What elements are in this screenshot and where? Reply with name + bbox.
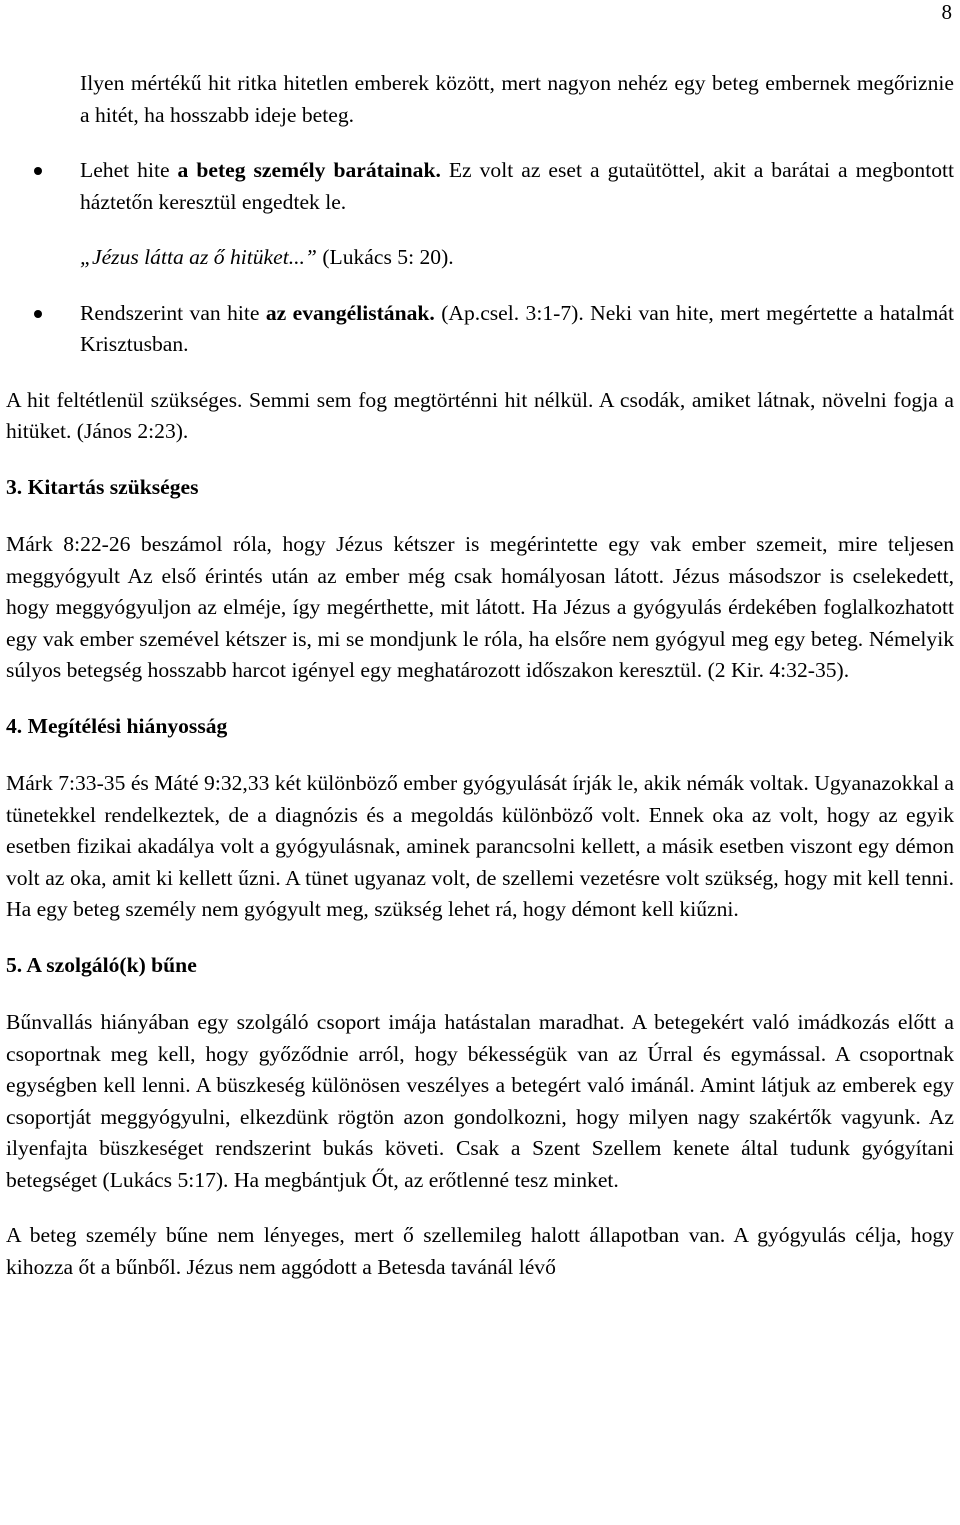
faith-paragraph: A hit feltétlenül szükséges. Semmi sem fog megtörténni hit nélkül. A csodák, amiket látnak, növelni fogja a hitüket. (János 2:23). <box>6 387 954 443</box>
bullet-icon <box>34 310 42 318</box>
closing-paragraph: A beteg személy bűne nem lényeges, mert ő szellemileg halott állapotban van. A gyógyulás célja, hogy kihozza őt a bűnből. Jézus nem aggódott a Betesda tavánál lévő <box>6 1223 954 1279</box>
quote-text: „Jézus látta az ő hitüket...” <box>80 245 317 269</box>
quote-reference: (Lukács 5: 20). <box>316 245 454 269</box>
bullet-item-friends <box>6 155 954 218</box>
document-body <box>6 68 954 1283</box>
page-number: 8 <box>941 0 952 24</box>
section-body-3: Márk 8:22-26 beszámol róla, hogy Jézus kétszer is megérintette egy vak ember szemeit, mire teljesen meggyógyult Az első érintés után az ember még csak homályosan látott. Jézus másodszor is cselekedett, hogy meggyógyuljon az elméje, így megérthette, mit látott. Ha Jézus a gyógyulás érdekében foglalkozhatott egy vak ember szemével kétszer is, mi se mondjunk le róla, ha elsőre nem gyógyul meg egy beteg. Némelyik súlyos betegség hosszabb harcot igényel egy meghatározott időszakon keresztül. (2 Kir. 4:32-35). <box>6 532 954 682</box>
section-body-4: Márk 7:33-35 és Máté 9:32,33 két különböző ember gyógyulását írják le, akik némák voltak. Ugyanazokkal a tünetekkel rendelkeztek, de a diagnózis és a megoldás különböző volt. Ennek oka az volt, hogy az egyik esetben fizikai akadálya volt a gyógyulásnak, aminek parancsolni kellett, a másik esetben viszont egy démon volt az oka, amit ki kellett űzni. A tünet ugyanaz volt, de szellemi vezetésre volt szükség, hogy mit kell tenni. Ha egy beteg személy nem gyógyult meg, szükség lehet rá, hogy démont kell kiűzni. <box>6 771 954 921</box>
section-body-5: Bűnvallás hiányában egy szolgáló csoport imája hatástalan maradhat. A betegekért való imádkozás előtt a csoportnak meg kell, hogy győződnie arról, hogy békességük van az Úrral és egymással. A csoportnak egységben kell lenni. A büszkeség különösen veszélyes a betegért való imánál. Amint látjuk az emberek egy csoportját meggyógyulni, elkezdünk rögtön azon gondolkozni, hogy milyen nagy szakértők vagyunk. Az ilyenfajta büszkeséget rendszerint bukás követi. Csak a Szent Szellem kenete által tudunk gyógyítani betegséget (Lukács 5:17). Ha megbántjuk Őt, az erőtlenné tesz minket. <box>6 1010 954 1192</box>
section-heading-5: 5. A szolgáló(k) bűne <box>6 952 197 977</box>
bullet-emphasis: az evangélistának. <box>265 300 435 325</box>
bullet-text: Lehet hite <box>80 158 178 182</box>
bullet-text: Ez volt az eset a gutaütöttel, akit a barátai a megbontott háztetőn keresztül engedtek le. <box>80 158 954 214</box>
scripture-quote <box>6 242 954 274</box>
bullet-text: (Ap.csel. 3:1-7). Neki van hite, mert megértette a hatalmát Krisztusban. <box>80 300 954 356</box>
bullet-item-evangelist <box>6 298 954 361</box>
section-heading-3: 3. Kitartás szükséges <box>6 474 199 499</box>
section-heading-4: 4. Megítélési hiányosság <box>6 713 228 738</box>
bullet-text: Rendszerint van hite <box>80 300 266 325</box>
bullet-emphasis: a beteg személy barátainak. <box>177 158 441 182</box>
intro-paragraph: Ilyen mértékű hit ritka hitetlen emberek között, mert nagyon nehéz egy beteg embernek megőriznie a hitét, ha hosszabb ideje beteg. <box>80 71 954 127</box>
bullet-icon <box>34 167 42 175</box>
